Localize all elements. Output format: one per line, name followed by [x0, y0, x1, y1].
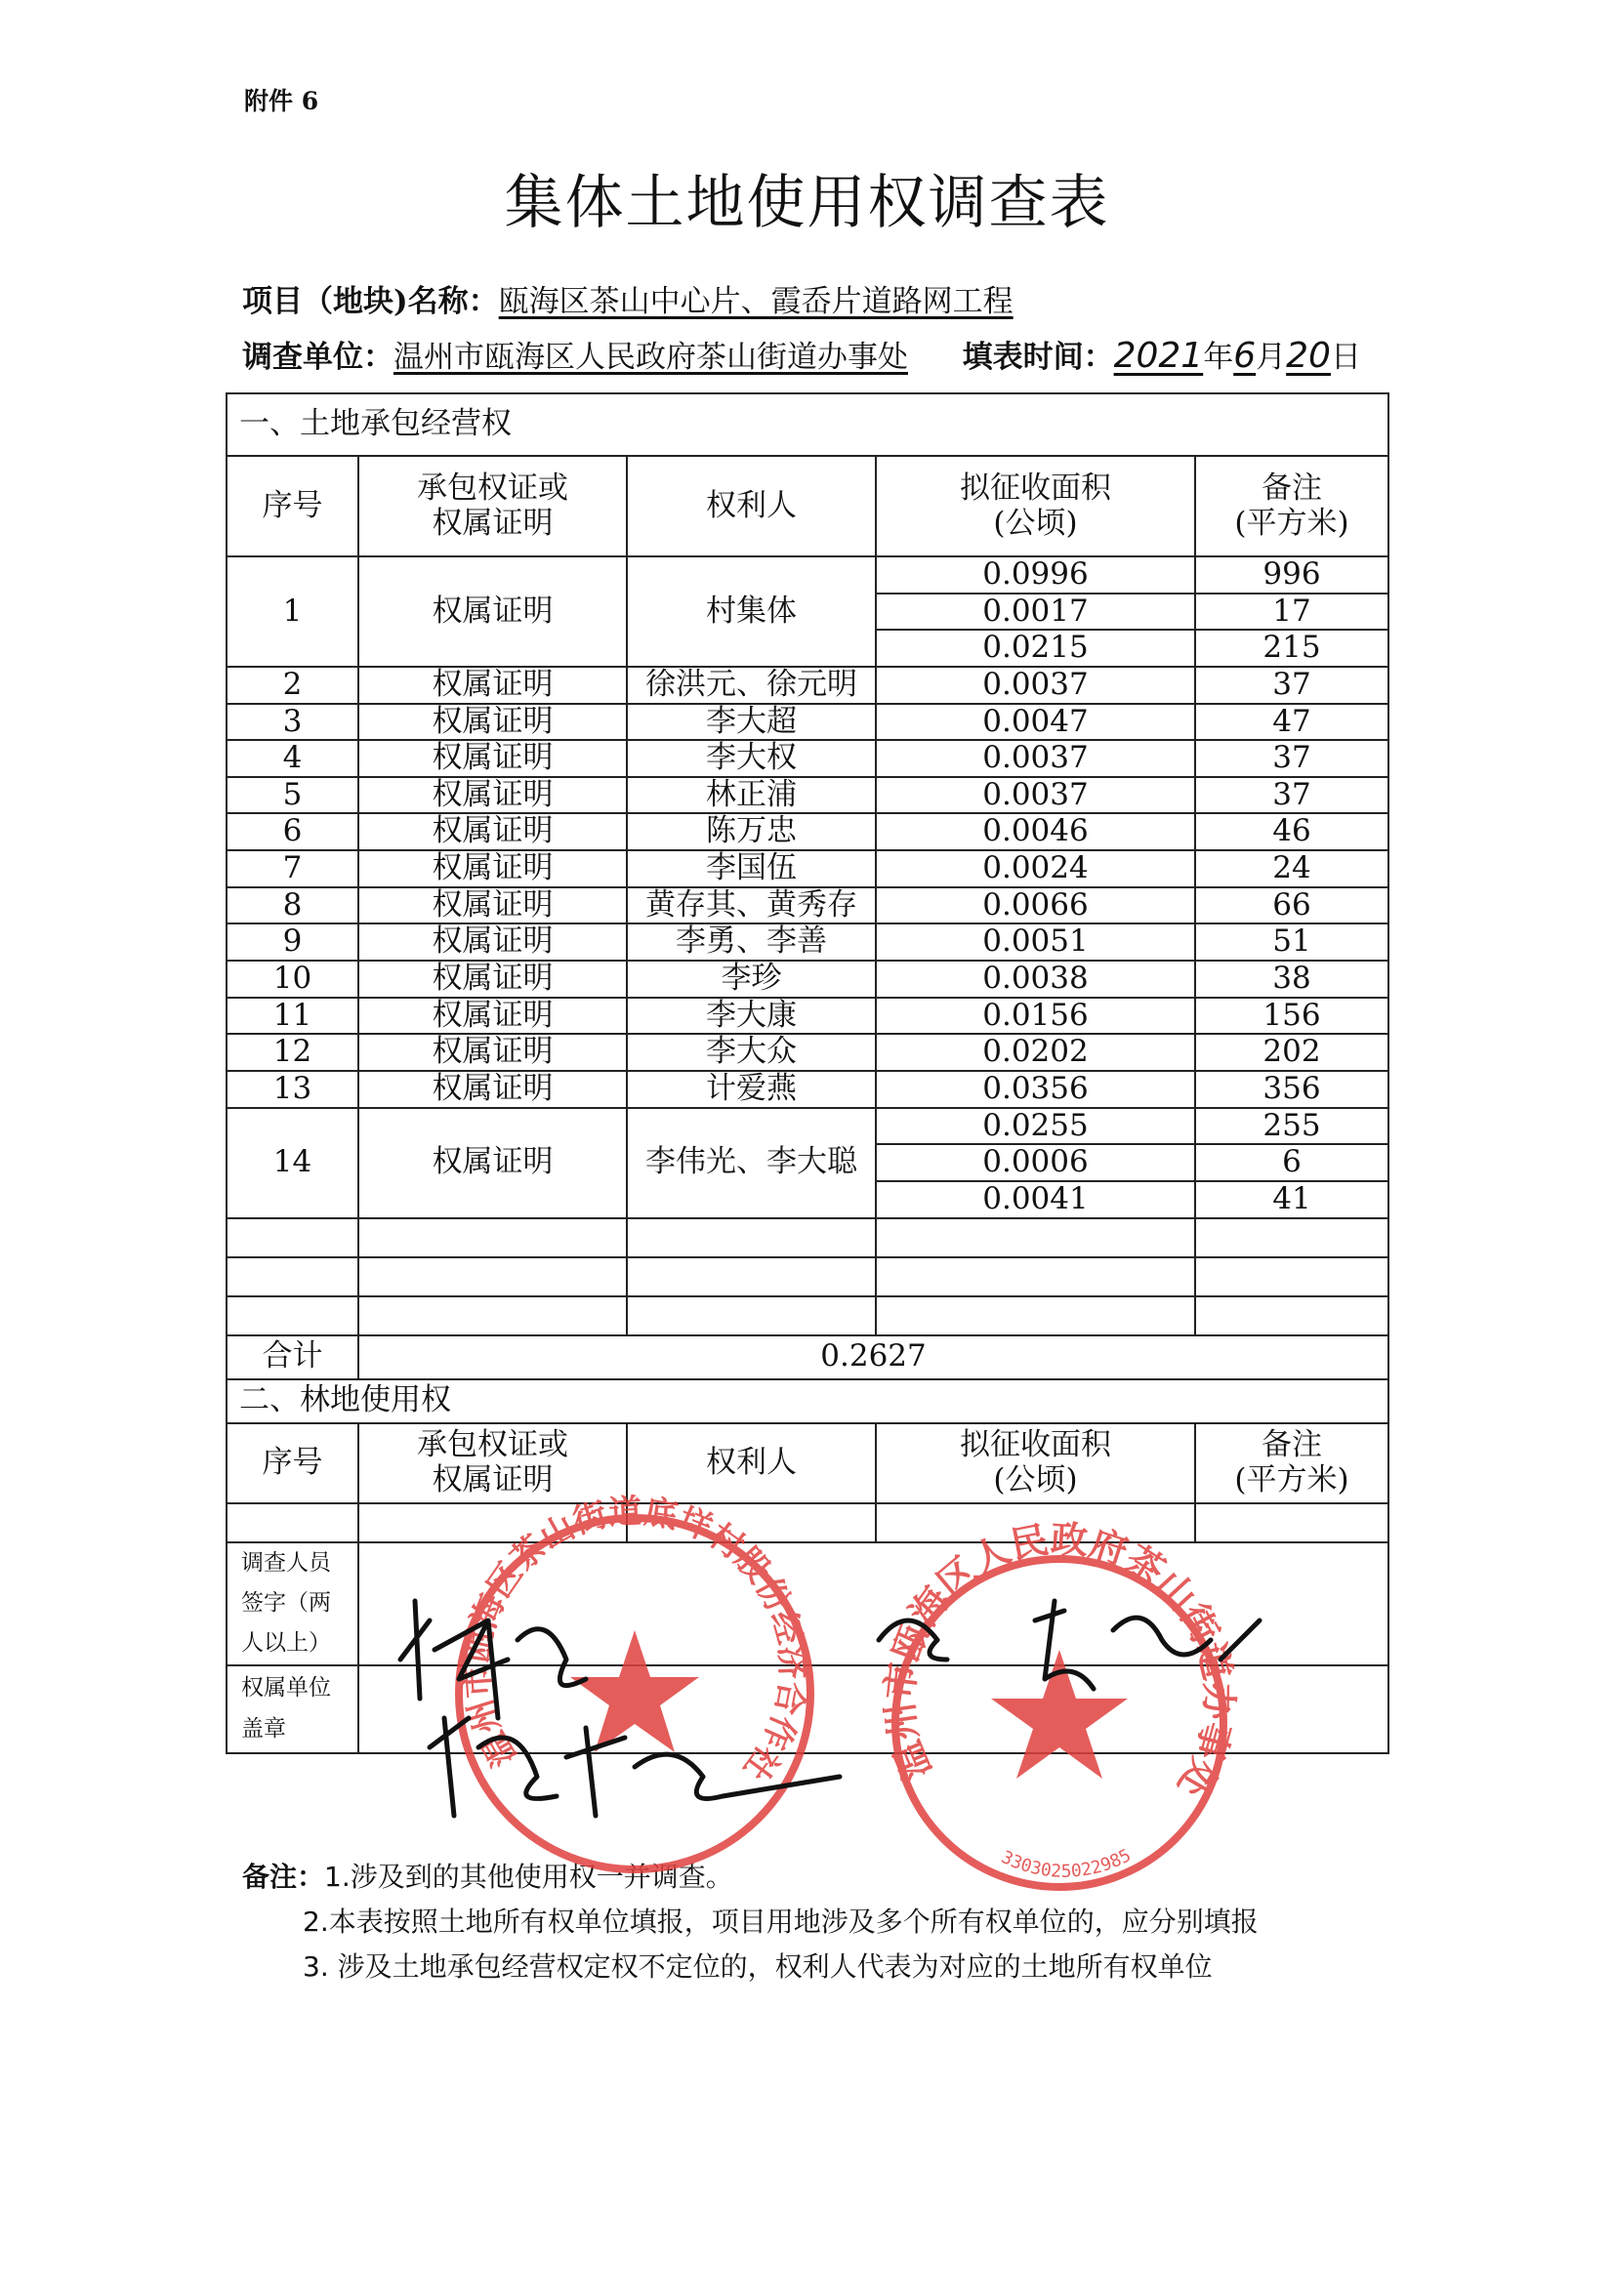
row-remark: 37 — [1195, 777, 1388, 814]
section1-header-row — [227, 456, 1388, 556]
survey-table — [226, 392, 1389, 1754]
row-remark: 38 — [1195, 961, 1388, 998]
note-3: 3. 涉及土地承包经营权定权不定位的，权利人代表为对应的土地所有权单位 — [303, 1950, 1213, 1983]
row-owner: 林正浦 — [627, 777, 876, 814]
blank-cell — [227, 1503, 358, 1542]
row-remark: 41 — [1195, 1181, 1388, 1218]
table-row — [227, 850, 1388, 887]
row-owner: 陈万忠 — [627, 813, 876, 850]
row-area: 0.0202 — [876, 1034, 1195, 1071]
row-area: 0.0024 — [876, 850, 1195, 887]
row-area: 0.0047 — [876, 704, 1195, 741]
row-remark: 37 — [1195, 667, 1388, 704]
row-cert: 权属证明 — [358, 1108, 627, 1218]
row-cert: 权属证明 — [358, 923, 627, 961]
row-area: 0.0037 — [876, 740, 1195, 777]
header-cert: 承包权证或 权属证明 — [358, 456, 627, 556]
month-suffix: 月 — [1256, 340, 1287, 375]
s2-header-cert: 承包权证或 权属证明 — [358, 1423, 627, 1503]
blank-cell — [227, 1218, 358, 1257]
row-cert: 权属证明 — [358, 1034, 627, 1071]
s2-header-area: 拟征收面积 (公顷) — [876, 1423, 1195, 1503]
section2-header-row — [227, 1423, 1388, 1503]
blank-cell — [1195, 1218, 1388, 1257]
blank-cell — [1195, 1503, 1388, 1542]
section1-title: 一、土地承包经营权 — [227, 393, 1388, 456]
row-owner: 黄存其、黄秀存 — [627, 887, 876, 924]
total-row — [227, 1335, 1388, 1379]
row-owner: 李珍 — [627, 961, 876, 998]
table-row — [227, 1071, 1388, 1108]
row-remark: 356 — [1195, 1071, 1388, 1108]
seal-area — [358, 1665, 1388, 1753]
row-no: 2 — [227, 667, 358, 704]
row-cert: 权属证明 — [358, 961, 627, 998]
project-line — [242, 276, 1014, 320]
row-owner: 李勇、李善 — [627, 923, 876, 961]
notes — [242, 1855, 1259, 1989]
row-no: 12 — [227, 1034, 358, 1071]
blank-cell — [1195, 1296, 1388, 1335]
s2-header-no: 序号 — [227, 1423, 358, 1503]
row-owner: 村集体 — [627, 556, 876, 667]
row-owner: 李大康 — [627, 998, 876, 1035]
row-cert: 权属证明 — [358, 667, 627, 704]
row-area: 0.0066 — [876, 887, 1195, 924]
table-row — [227, 556, 1388, 594]
header-remark: 备注 (平方米) — [1195, 456, 1388, 556]
blank-cell — [1195, 1257, 1388, 1296]
project-label: 项目（地块)名称： — [242, 284, 499, 319]
section2-title-row — [227, 1379, 1388, 1423]
row-cert: 权属证明 — [358, 740, 627, 777]
blank-row — [227, 1296, 1388, 1335]
row-area: 0.0046 — [876, 813, 1195, 850]
row-cert: 权属证明 — [358, 556, 627, 667]
row-cert: 权属证明 — [358, 1071, 627, 1108]
fill-time-label: 填表时间： — [962, 340, 1114, 375]
row-owner: 计爱燕 — [627, 1071, 876, 1108]
row-remark: 255 — [1195, 1108, 1388, 1145]
header-no: 序号 — [227, 456, 358, 556]
row-remark: 215 — [1195, 630, 1388, 667]
note-2: 2.本表按照土地所有权单位填报，项目用地涉及多个所有权单位的，应分别填报 — [303, 1906, 1259, 1938]
s2-header-owner: 权利人 — [627, 1423, 876, 1503]
blank-cell — [358, 1257, 627, 1296]
row-area: 0.0996 — [876, 556, 1195, 594]
row-owner: 李大超 — [627, 704, 876, 741]
row-area: 0.0037 — [876, 667, 1195, 704]
row-area: 0.0037 — [876, 777, 1195, 814]
blank-cell — [358, 1296, 627, 1335]
row-no: 8 — [227, 887, 358, 924]
row-remark: 51 — [1195, 923, 1388, 961]
blank-cell — [627, 1218, 876, 1257]
row-no: 10 — [227, 961, 358, 998]
row-no: 13 — [227, 1071, 358, 1108]
table-row — [227, 740, 1388, 777]
row-cert: 权属证明 — [358, 813, 627, 850]
day-suffix: 日 — [1330, 340, 1361, 375]
row-remark: 66 — [1195, 887, 1388, 924]
signature-label: 调查人员 签字（两 人以上） — [227, 1542, 358, 1665]
seal-label: 权属单位 盖章 — [227, 1665, 358, 1753]
row-remark: 17 — [1195, 594, 1388, 631]
row-cert: 权属证明 — [358, 887, 627, 924]
fill-day: 20 — [1286, 336, 1331, 376]
row-remark: 202 — [1195, 1034, 1388, 1071]
row-cert: 权属证明 — [358, 777, 627, 814]
table-row — [227, 777, 1388, 814]
row-no: 4 — [227, 740, 358, 777]
signature-row — [227, 1542, 1388, 1665]
row-no: 11 — [227, 998, 358, 1035]
blank-cell — [358, 1218, 627, 1257]
note-1: 1.涉及到的其他使用权一并调查。 — [324, 1861, 733, 1893]
table-row — [227, 1034, 1388, 1071]
blank-cell — [876, 1218, 1195, 1257]
table-row — [227, 887, 1388, 924]
row-owner: 李大权 — [627, 740, 876, 777]
table-row — [227, 923, 1388, 961]
row-area: 0.0038 — [876, 961, 1195, 998]
row-owner: 徐洪元、徐元明 — [627, 667, 876, 704]
village-seal-text: 温州市瓯海区茶山街道底垟村股份经济合作社 — [457, 1492, 812, 1788]
notes-label: 备注： — [242, 1861, 325, 1893]
row-owner: 李国伍 — [627, 850, 876, 887]
row-no: 14 — [227, 1108, 358, 1218]
row-cert: 权属证明 — [358, 850, 627, 887]
office-seal-text: 温州市瓯海区人民政府茶山街道办事处 — [878, 1517, 1241, 1805]
blank-cell — [876, 1257, 1195, 1296]
year-suffix: 年 — [1203, 340, 1234, 375]
row-cert: 权属证明 — [358, 704, 627, 741]
row-remark: 37 — [1195, 740, 1388, 777]
row-area: 0.0041 — [876, 1181, 1195, 1218]
table-row — [227, 998, 1388, 1035]
blank-row — [227, 1257, 1388, 1296]
blank-row — [227, 1218, 1388, 1257]
row-no: 5 — [227, 777, 358, 814]
row-owner: 李大众 — [627, 1034, 876, 1071]
table-row — [227, 667, 1388, 704]
total-value: 0.2627 — [358, 1335, 1388, 1379]
row-area: 0.0215 — [876, 630, 1195, 667]
row-no: 9 — [227, 923, 358, 961]
row-no: 6 — [227, 813, 358, 850]
row-remark: 47 — [1195, 704, 1388, 741]
row-area: 0.0255 — [876, 1108, 1195, 1145]
table-row — [227, 961, 1388, 998]
row-area: 0.0356 — [876, 1071, 1195, 1108]
row-area: 0.0006 — [876, 1144, 1195, 1181]
row-area: 0.0051 — [876, 923, 1195, 961]
table-row — [227, 1108, 1388, 1145]
blank-cell — [627, 1503, 876, 1542]
blank-cell — [227, 1257, 358, 1296]
blank-cell — [227, 1296, 358, 1335]
section2-title: 二、林地使用权 — [227, 1379, 1388, 1423]
fill-year: 2021 — [1113, 336, 1204, 376]
seal-row — [227, 1665, 1388, 1753]
s2-header-remark: 备注 (平方米) — [1195, 1423, 1388, 1503]
row-remark: 24 — [1195, 850, 1388, 887]
total-label: 合计 — [227, 1335, 358, 1379]
blank-cell — [358, 1503, 627, 1542]
blank-cell — [627, 1257, 876, 1296]
blank-cell — [627, 1296, 876, 1335]
row-area: 0.0156 — [876, 998, 1195, 1035]
signature-area — [358, 1542, 1388, 1665]
row-remark: 46 — [1195, 813, 1388, 850]
office-seal-code: 3303025022985 — [997, 1845, 1135, 1882]
row-area: 0.0017 — [876, 594, 1195, 631]
row-cert: 权属证明 — [358, 998, 627, 1035]
row-remark: 156 — [1195, 998, 1388, 1035]
row-remark: 6 — [1195, 1144, 1388, 1181]
project-name: 瓯海区茶山中心片、霞岙片道路网工程 — [498, 284, 1014, 319]
fill-month: 6 — [1233, 336, 1257, 376]
row-no: 1 — [227, 556, 358, 667]
table-row — [227, 813, 1388, 850]
blank-cell — [876, 1503, 1195, 1542]
survey-unit: 温州市瓯海区人民政府茶山街道办事处 — [393, 340, 908, 375]
blank-cell — [876, 1296, 1195, 1335]
row-no: 7 — [227, 850, 358, 887]
attachment-label: 附件 6 — [244, 87, 319, 115]
table-row — [227, 704, 1388, 741]
header-owner: 权利人 — [627, 456, 876, 556]
section2-blank-row — [227, 1503, 1388, 1542]
page-title: 集体土地使用权调查表 — [504, 169, 1110, 237]
row-owner: 李伟光、李大聪 — [627, 1108, 876, 1218]
unit-line — [242, 332, 1361, 376]
row-remark: 996 — [1195, 556, 1388, 594]
section1-title-row — [227, 393, 1388, 456]
unit-label: 调查单位： — [242, 340, 393, 375]
header-area: 拟征收面积 (公顷) — [876, 456, 1195, 556]
row-no: 3 — [227, 704, 358, 741]
